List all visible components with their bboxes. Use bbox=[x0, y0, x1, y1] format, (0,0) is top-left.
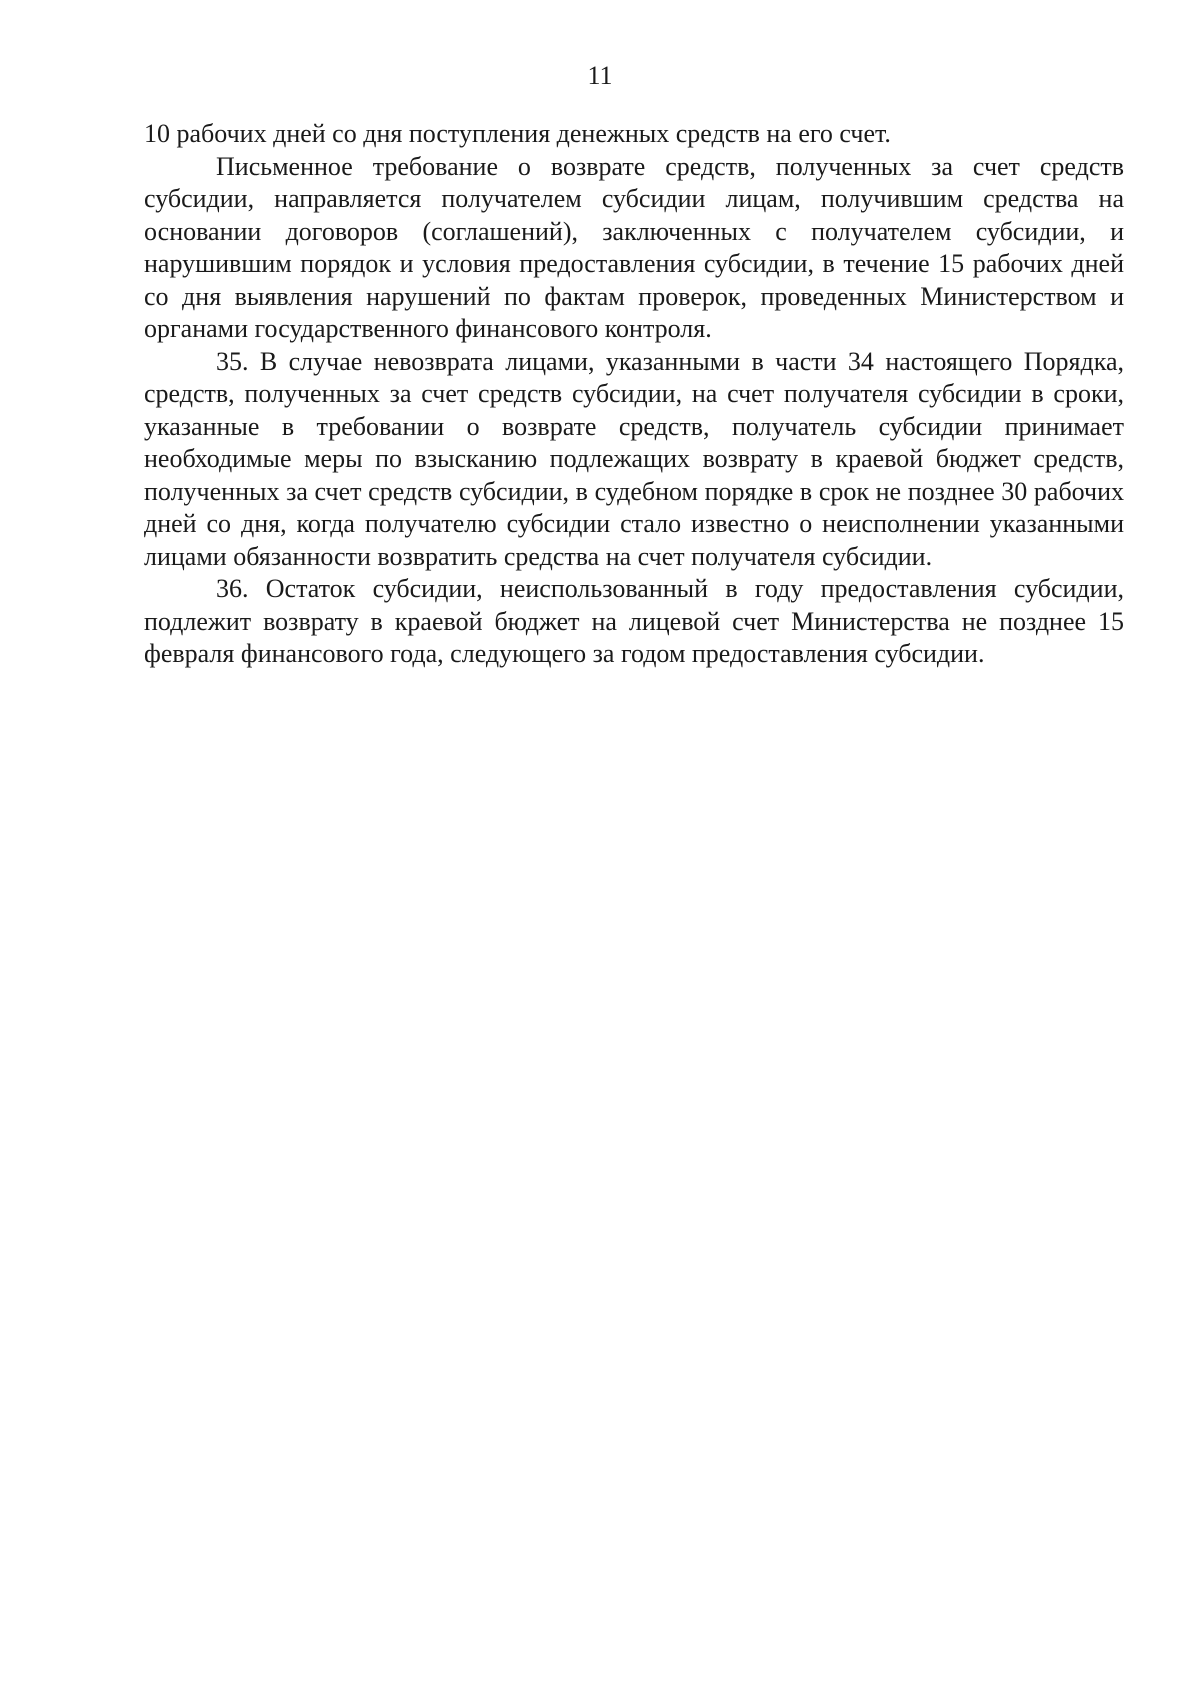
page-number: 11 bbox=[587, 61, 613, 90]
paragraph-written-demand: Письменное требование о возврате средств, полученных за счет средств субсидии, направляется получателем субсидии лицам, получившим средства на основании договоров (соглашений), заключенных с получателем субсидии, и нарушившим порядок и условия предоставления субсидии, в течение 15 рабочих дней со дня выявления нарушений по фактам проверок, проведенных Министерством и органами государственного финансового контроля. bbox=[144, 151, 1124, 343]
paragraph-35: 35. В случае невозврата лицами, указанными в части 34 настоящего Порядка, средств, полученных за счет средств субсидии, на счет получателя субсидии в сроки, указанные в требовании о возврате средств, получатель субсидии принимает необходимые меры по взысканию подлежащих возврату в краевой бюджет средств, полученных за счет средств субсидии, в судебном порядке в срок не позднее 30 рабочих дней со дня, когда получателю субсидии стало известно о неисполнении указанными лицами обязанности возвратить средства на счет получателя субсидии. bbox=[144, 346, 1124, 571]
document-body bbox=[144, 118, 1124, 671]
paragraph-continuation: 10 рабочих дней со дня поступления денежных средств на его счет. bbox=[144, 119, 891, 148]
paragraph-36: 36. Остаток субсидии, неиспользованный в году предоставления субсидии, подлежит возврату в краевой бюджет на лицевой счет Министерства не позднее 15 февраля финансового года, следующего за годом предоставления субсидии. bbox=[144, 574, 1124, 668]
